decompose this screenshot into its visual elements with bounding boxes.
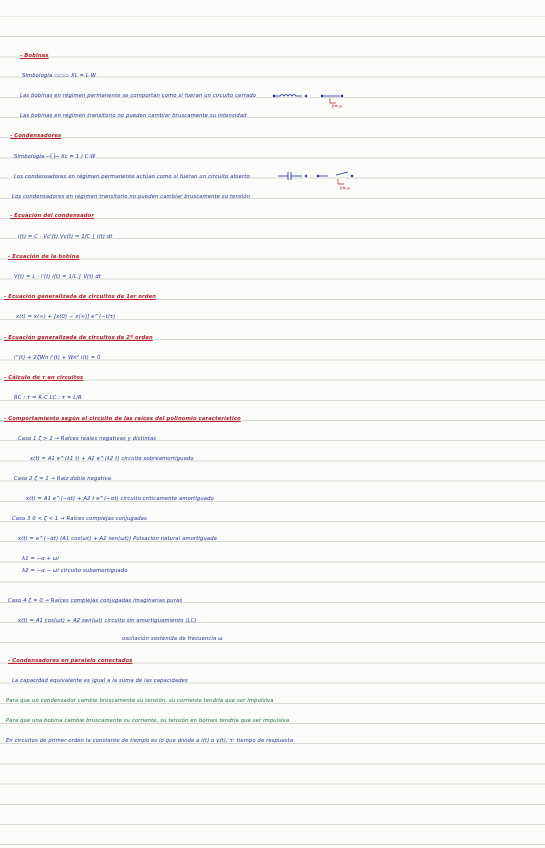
equation: x(t) = x(∞) + [x(0) − x(∞)] e^(−t/τ) (16, 314, 116, 320)
heading-bobinas: - Bobinas (20, 53, 49, 59)
heading-condensadores-paralelo: - Condensadores en paralelo conectados (8, 658, 133, 664)
equation: V(t) = L · i'(t) i(t) = 1/L ∫ V(t) dt (14, 274, 101, 280)
text-line: Los condensadores en régimen transitorio no pueden cambiar bruscamente su tensión (12, 194, 251, 200)
root-line: λ2 = −α − ωi circuito subamortiguado (22, 568, 128, 574)
heading-calculo-tau: - Cálculo de τ en circuitos (4, 375, 84, 381)
text-line: Las bobinas en régimen permanente se comportan como si fueran un circuito cerrado (20, 93, 257, 99)
case-line: Caso 3 0 < ζ < 1 → Raíces complejas conjugadas (12, 516, 147, 522)
equation: x(t) = A1 cos(ωt) + A2 sen(ωt) circuito sin amortiguamiento (LC) (18, 618, 197, 624)
note-line: Para que un condensador cambie bruscamente su tensión, su corriente tendría que ser impulsiva (6, 698, 274, 704)
heading-ecuacion-condensador: - Ecuación del condensador (10, 213, 95, 219)
equation: x(t) = A1 e^(−αt) + A2 t e^(−αt) circuito críticamente amortiguado (26, 496, 214, 502)
heading-segundo-orden: - Ecuación generalizada de circuitos de 2º orden (4, 335, 153, 341)
text-line: oscilación sostenida de frecuencia ω (122, 636, 223, 642)
equation: i(t) = C · Vc'(t) Vc(t) = 1/C ∫ i(t) dt (18, 234, 113, 240)
bobina-time-label: t=∞ (332, 104, 343, 110)
note-line: En circuitos de primer orden la constante de tiempo es lo que divide a i(t) o v(t), τ: tiempo de respuesta (6, 738, 294, 744)
heading-condensadores: - Condensadores (10, 133, 62, 139)
heading-primer-orden: - Ecuación generalizada de circuitos de 1er orden (4, 294, 157, 300)
case-line: Caso 2 ζ = 1 → Raíz doble negativa (14, 476, 112, 482)
capacitor-time-label: t=∞ (340, 186, 351, 192)
heading-ecuacion-bobina: - Ecuación de la bobina (8, 254, 80, 260)
root-line: λ1 = −α + ωi (22, 556, 60, 562)
case-line: Caso 1 ζ > 1 → Raíces reales negativas y distintas (18, 436, 157, 442)
case-line: Caso 4 ζ = 0 → Raíces complejas conjugadas imaginarias puras (8, 598, 183, 604)
heading-comportamiento: - Comportamiento según el circuito de las raíces del polinomio característico (4, 416, 241, 422)
note-line: Para que una bobina cambie bruscamente su corriente, su tensión en bornes tendría que ser impulsiva (6, 718, 290, 724)
capacitor-open-circuit-diagram (276, 170, 366, 194)
bobina-closed-circuit-diagram (270, 90, 350, 112)
text-line: Las bobinas en régimen transitorio no pueden cambiar bruscamente su intensidad (20, 113, 247, 119)
equation: RC : τ = R·C LC : τ = L/R (14, 395, 82, 401)
text-line: La capacidad equivalente es igual a la suma de las capacidades (12, 678, 188, 684)
equation: i''(t) + 2ζWn i'(t) + Wn² i(t) = 0 (14, 355, 101, 361)
bobina-symbol-text: Simbología ▭▭▭ XL = L·W (22, 73, 96, 79)
equation: x(t) = e^(−αt) (A1 cos(ωt) + A2 sen(ωt)) Pulsación natural amortiguada (18, 536, 218, 542)
equation: x(t) = A1 e^(λ1 t) + A2 e^(λ2 t) circuito sobreamortiguado (30, 456, 194, 462)
text-line: Los condensadores en régimen permanente actúan como si fueran un circuito abierto (14, 174, 250, 180)
capacitor-symbol-text: Simbología ─┤├─ Xc = 1 / C·W (14, 154, 96, 160)
